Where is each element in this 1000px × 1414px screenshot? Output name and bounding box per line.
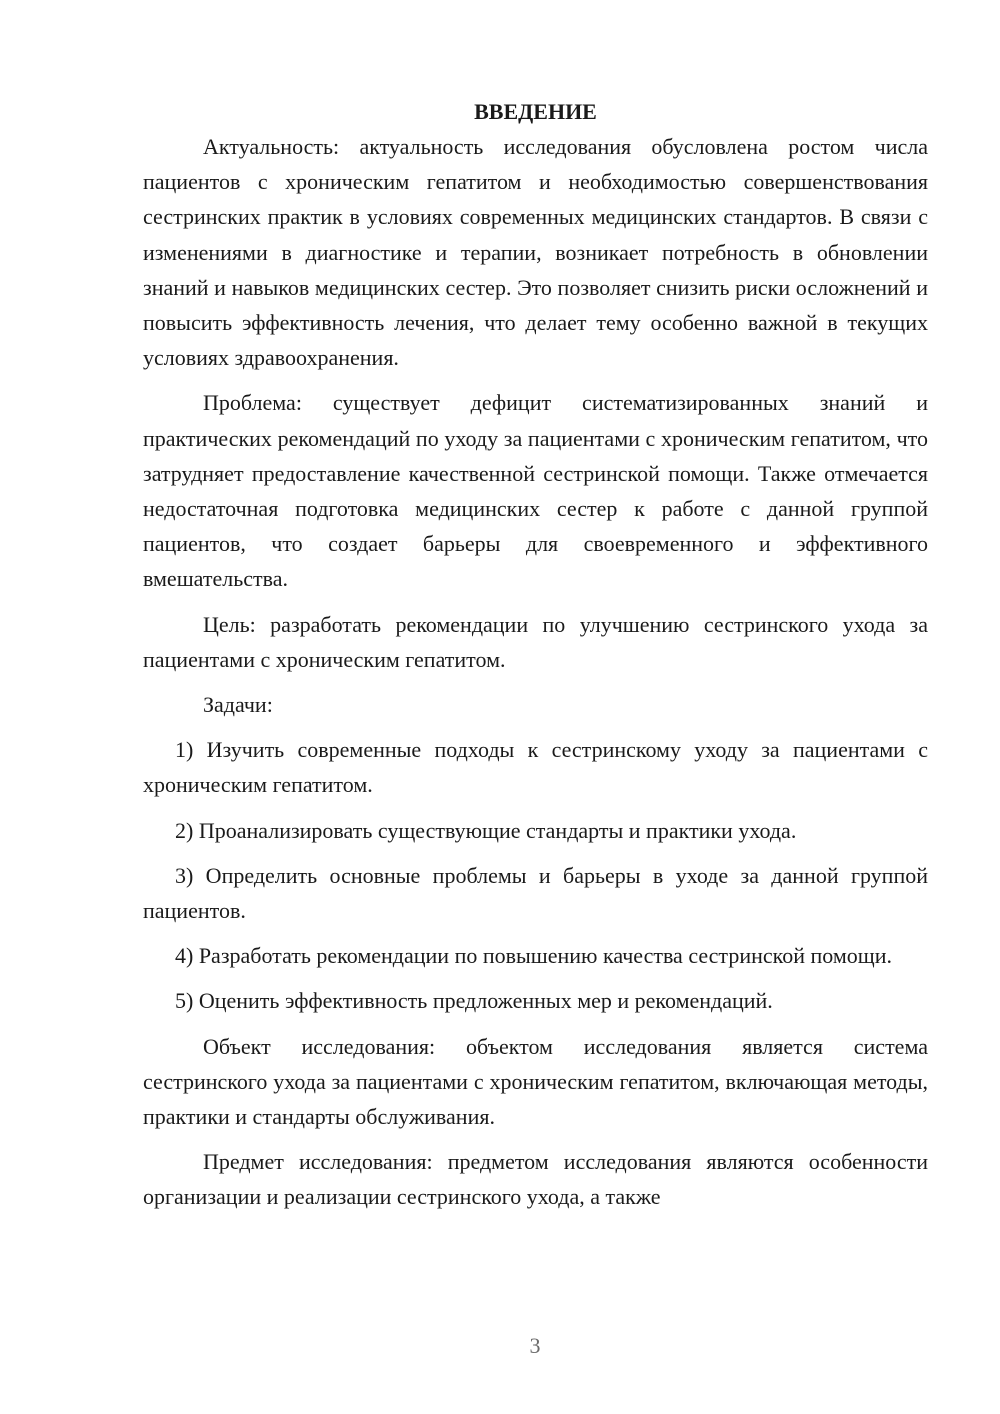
paragraph-problem: Проблема: существует дефицит систематизированных знаний и практических рекомендаций по уходу за пациентами с хроническим гепатитом, что затрудняет предоставление качественной сестринской помощи. Также отмечается недостаточная подготовка медицинских сестер к работе с данной группой пациентов, что создает барьеры для своевременного и эффективного вмешательства.: [143, 390, 928, 592]
paragraph-relevance: Актуальность: актуальность исследования обусловлена ростом числа пациентов с хроническим гепатитом и необходимостью совершенствования сестринских практик в условиях современных медицинских стандартов. В связи с изменениями в диагностике и терапии, возникает потребность в обновлении знаний и навыков медицинских сестер. Это позволяет снизить риски осложнений и повысить эффективность лечения, что делает тему особенно важной в текущих условиях здравоохранения.: [143, 134, 928, 371]
paragraph-goal: Цель: разработать рекомендации по улучшению сестринского ухода за пациентами с хроническим гепатитом.: [143, 611, 928, 672]
task-item-1: 1) Изучить современные подходы к сестринскому уходу за пациентами с хроническим гепатитом.: [143, 737, 928, 798]
task-item-3: 3) Определить основные проблемы и барьеры в уходе за данной группой пациентов.: [143, 862, 928, 924]
task-item-5: 5) Оценить эффективность предложенных мер и рекомендаций.: [175, 988, 773, 1014]
paragraph-object: Объект исследования: объектом исследования является система сестринского ухода за пациентами с хроническим гепатитом, включающая методы, практики и стандарты обслуживания.: [143, 1033, 928, 1130]
tasks-label: Задачи:: [203, 692, 273, 718]
page-number: 3: [529, 1333, 541, 1358]
section-heading: ВВЕДЕНИЕ: [474, 99, 597, 124]
paragraph-subject: Предмет исследования: предметом исследования являются особенности организации и реализации сестринского ухода, а также: [143, 1149, 928, 1210]
page-content: [143, 94, 928, 1215]
task-item-4: 4) Разработать рекомендации по повышению качества сестринской помощи.: [175, 943, 892, 969]
task-item-2: 2) Проанализировать существующие стандарты и практики ухода.: [175, 817, 797, 843]
